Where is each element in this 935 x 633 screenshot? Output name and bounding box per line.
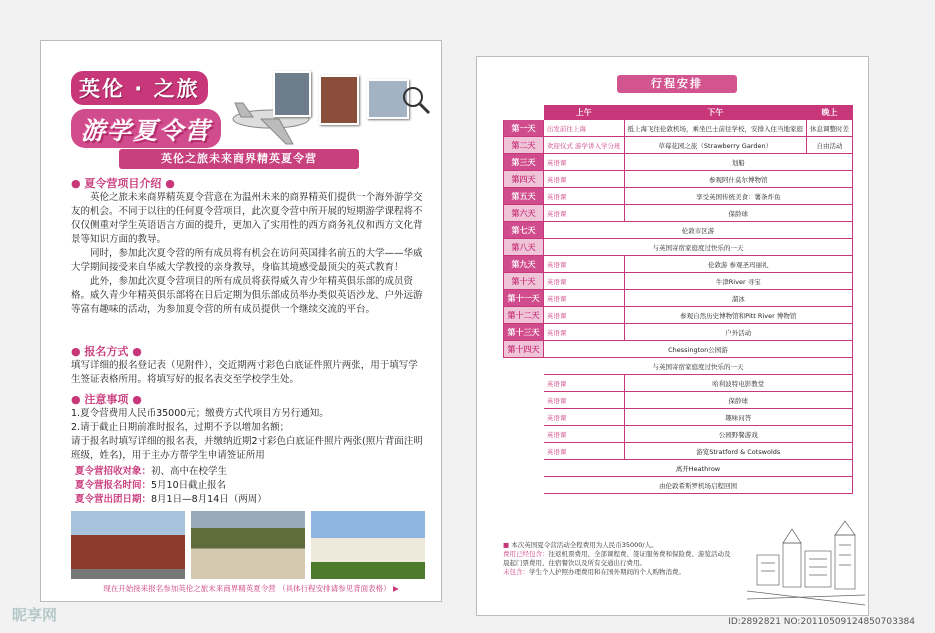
- pm-cell: 与英国寄宿家庭度过快乐的一天: [543, 239, 852, 256]
- pm-cell: 享受英国传统美食：薯条炸鱼: [624, 188, 853, 205]
- clock-photo: [273, 71, 311, 117]
- pm-cell: 哈利波特电影教堂: [624, 375, 853, 392]
- schedule-row: [504, 477, 853, 494]
- notice-line: 2.请于截止日期前准时报名，过期不予以增加名额；: [71, 422, 290, 433]
- title-line1: 英伦 · 之旅: [71, 71, 208, 105]
- schedule-row: [504, 273, 853, 290]
- right-page: [476, 56, 869, 616]
- info-row: 夏令营报名时间：5月10日截止报名: [75, 480, 227, 491]
- footer-cta: 现在开始接来报名参加英伦之旅未来商界精英夏令营 （具体行程安排请参见背面表格） ▶: [103, 584, 399, 593]
- schedule-header-row: [504, 106, 853, 120]
- pm-cell: 划船: [624, 154, 853, 171]
- eve-cell: 自由活动: [807, 137, 853, 154]
- day-cell: 第十天: [504, 273, 544, 290]
- day-cell: 第十三天: [504, 324, 544, 341]
- section-heading-notice: ● 注意事项 ●: [71, 393, 142, 406]
- city-sketch-illustration: [747, 515, 865, 611]
- am-cell: 欢迎仪式 游学讲入学分班: [543, 137, 624, 154]
- day-cell: [504, 358, 544, 375]
- day-cell: [504, 443, 544, 460]
- am-cell: 英语课: [543, 171, 624, 188]
- notice-text: [71, 407, 426, 463]
- pm-cell: 游览Stratford & Cotswolds: [624, 443, 853, 460]
- am-cell: 英语课: [543, 188, 624, 205]
- day-cell: 第七天: [504, 222, 544, 239]
- schedule-row: [504, 154, 853, 171]
- notice-line: 1.夏令营费用人民币35000元；缴费方式代项目方另行通知。: [71, 408, 329, 419]
- am-cell: 英语课: [543, 205, 624, 222]
- day-cell: 第一天: [504, 120, 544, 137]
- pm-cell: 伦敦市区游: [543, 222, 852, 239]
- day-cell: 第八天: [504, 239, 544, 256]
- schedule-title: 行程安排: [617, 75, 737, 93]
- day-cell: 第十二天: [504, 307, 544, 324]
- am-cell: 英语课: [543, 409, 624, 426]
- am-cell: 英语课: [543, 256, 624, 273]
- day-cell: 第六天: [504, 205, 544, 222]
- intro-paragraph: 同时，参加此次夏令营的所有成员将有机会在访问英国排名前五的大学——华威大学期间接受来自华威大学教授的亲身教导，身临其境感受最顶尖的英式教育！: [71, 248, 423, 273]
- header-eve: 晚上: [807, 106, 853, 120]
- note-line: ■ 本次英国夏令营活动全程费用为人民币35000/人。: [503, 541, 658, 549]
- note-line: 费用已经包含：往返机票费用、全部课程费、签证服务费和保险费、游览活动及晨起门票费用、住宿餐饮以及所有交通出行费用。: [503, 550, 731, 567]
- day-cell: [504, 426, 544, 443]
- left-page: [40, 40, 442, 602]
- watermark-id: ID:2892821 NO:20110509124850703384: [728, 617, 915, 627]
- banner-title: 英伦之旅未来商界精英夏令营: [119, 149, 359, 169]
- pm-cell: 牛津River 寻宝: [624, 273, 853, 290]
- schedule-row: [504, 188, 853, 205]
- schedule-row: [504, 460, 853, 477]
- am-cell: 英语课: [543, 307, 624, 324]
- schedule-row: [504, 443, 853, 460]
- title-line2: 游学夏令营: [71, 109, 221, 148]
- tudor-house-photo: [311, 511, 425, 579]
- day-cell: 第五天: [504, 188, 544, 205]
- building-photo: [319, 75, 359, 125]
- pm-cell: 参观阿什莫尔博物馆: [624, 171, 853, 188]
- cottage-photo: [191, 511, 305, 579]
- am-cell: 英语课: [543, 324, 624, 341]
- pm-cell: 趣味问答: [624, 409, 853, 426]
- day-cell: 第四天: [504, 171, 544, 188]
- schedule-row: [504, 307, 853, 324]
- pm-cell: 离开Heathrow: [543, 460, 852, 477]
- schedule-row: [504, 137, 853, 154]
- schedule-row: [504, 409, 853, 426]
- am-cell: 英语课: [543, 392, 624, 409]
- schedule-row: [504, 205, 853, 222]
- am-cell: 出发前往上海: [543, 120, 624, 137]
- intro-paragraph: 英伦之旅未来商界精英夏令营意在为温州未来的商界精英们提供一个海外游学交友的机会。不同于以往的任何夏令营项目，此次夏令营中所开展的短期游学课程将不仅仅侧重对学生英语语言方面的提升，更加入了实用性的西方商务礼仪和西方文化背景等知识方面的教导。: [71, 192, 423, 245]
- pm-cell: 公园野餐游戏: [624, 426, 853, 443]
- pm-cell: 草莓花园之旅（Strawberry Garden）: [624, 137, 807, 154]
- schedule-row: [504, 392, 853, 409]
- am-cell: 英语课: [543, 273, 624, 290]
- pm-cell: 保龄球: [624, 205, 853, 222]
- pm-cell: 抵上海飞往伦敦机场，乘坐巴士前往学校，安排入住当地家庭: [624, 120, 807, 137]
- pm-cell: 由伦敦希斯罗机场启程回国: [543, 477, 852, 494]
- am-cell: 英语课: [543, 426, 624, 443]
- title-block: [71, 71, 231, 148]
- bottom-photos: [71, 511, 426, 579]
- schedule-row: [504, 290, 853, 307]
- pm-cell: 溜冰: [624, 290, 853, 307]
- fee-notes: [503, 541, 733, 577]
- schedule-row: [504, 171, 853, 188]
- schedule-row: [504, 256, 853, 273]
- notice-line: 请于报名时填写详细的报名表，并缴纳近期2寸彩色白底证件照片两张(照片背面注明班级，姓名)，用于主办方帮学生申请签证所用: [71, 436, 423, 461]
- header-pm: 下午: [624, 106, 807, 120]
- am-cell: 英语课: [543, 154, 624, 171]
- schedule-row: [504, 222, 853, 239]
- day-cell: [504, 375, 544, 392]
- eve-cell: 休息调整时差: [807, 120, 853, 137]
- am-cell: 英语课: [543, 375, 624, 392]
- magnifier-icon: [401, 85, 431, 115]
- schedule-row: [504, 324, 853, 341]
- watermark-logo: 昵享网: [12, 606, 58, 624]
- schedule-row: [504, 358, 853, 375]
- day-cell: [504, 477, 544, 494]
- pm-cell: 与英国寄宿家庭度过快乐的一天: [543, 358, 852, 375]
- section-heading-signup: ● 报名方式 ●: [71, 345, 142, 358]
- schedule-row: [504, 239, 853, 256]
- schedule-table: [503, 105, 853, 494]
- day-cell: 第三天: [504, 154, 544, 171]
- intro-text: [71, 191, 426, 317]
- am-cell: 英语课: [543, 443, 624, 460]
- photo-collage: [231, 71, 431, 141]
- day-cell: 第十一天: [504, 290, 544, 307]
- schedule-row: [504, 375, 853, 392]
- schedule-row: [504, 120, 853, 137]
- schedule-row: [504, 426, 853, 443]
- note-line: 未包含：学生个人护照办理费用和在国外期间的个人购物消费。: [503, 568, 685, 576]
- intro-paragraph: 此外，参加此次夏令营项目的所有成员将获得威久青少年精英俱乐部的成员资格。威久青少年精英俱乐部将在日后定期为俱乐部成员举办类似英语沙龙、户外远游等富有趣味的活动，为参加夏令营的所有成员提供一个继续交流的平台。: [71, 276, 423, 315]
- schedule-row: [504, 341, 853, 358]
- section-heading-intro: ● 夏令营项目介绍 ●: [71, 177, 175, 190]
- pm-cell: 参观自然历史博物馆和Pitt River 博物馆: [624, 307, 853, 324]
- header-day: [504, 106, 544, 120]
- day-cell: 第十四天: [504, 341, 544, 358]
- info-row: 夏令营出团日期：8月1日—8月14日（两周）: [75, 494, 267, 505]
- header-am: 上午: [543, 106, 624, 120]
- pm-cell: 保龄球: [624, 392, 853, 409]
- day-cell: [504, 392, 544, 409]
- info-row: 夏令营招收对象：初、高中在校学生: [75, 466, 228, 477]
- day-cell: 第二天: [504, 137, 544, 154]
- pm-cell: Chessington公园游: [543, 341, 852, 358]
- pm-cell: 户外活动: [624, 324, 853, 341]
- signup-text: 填写详细的报名登记表（见附件），交近期两寸彩色白底证件照片两张，用于填写学生签证表格所用。将填写好的报名表交至学校学生处。: [71, 360, 418, 385]
- pm-cell: 伦敦游 参观圣玛丽礼: [624, 256, 853, 273]
- day-cell: 第九天: [504, 256, 544, 273]
- street-photo: [71, 511, 185, 579]
- day-cell: [504, 409, 544, 426]
- am-cell: 英语课: [543, 290, 624, 307]
- day-cell: [504, 460, 544, 477]
